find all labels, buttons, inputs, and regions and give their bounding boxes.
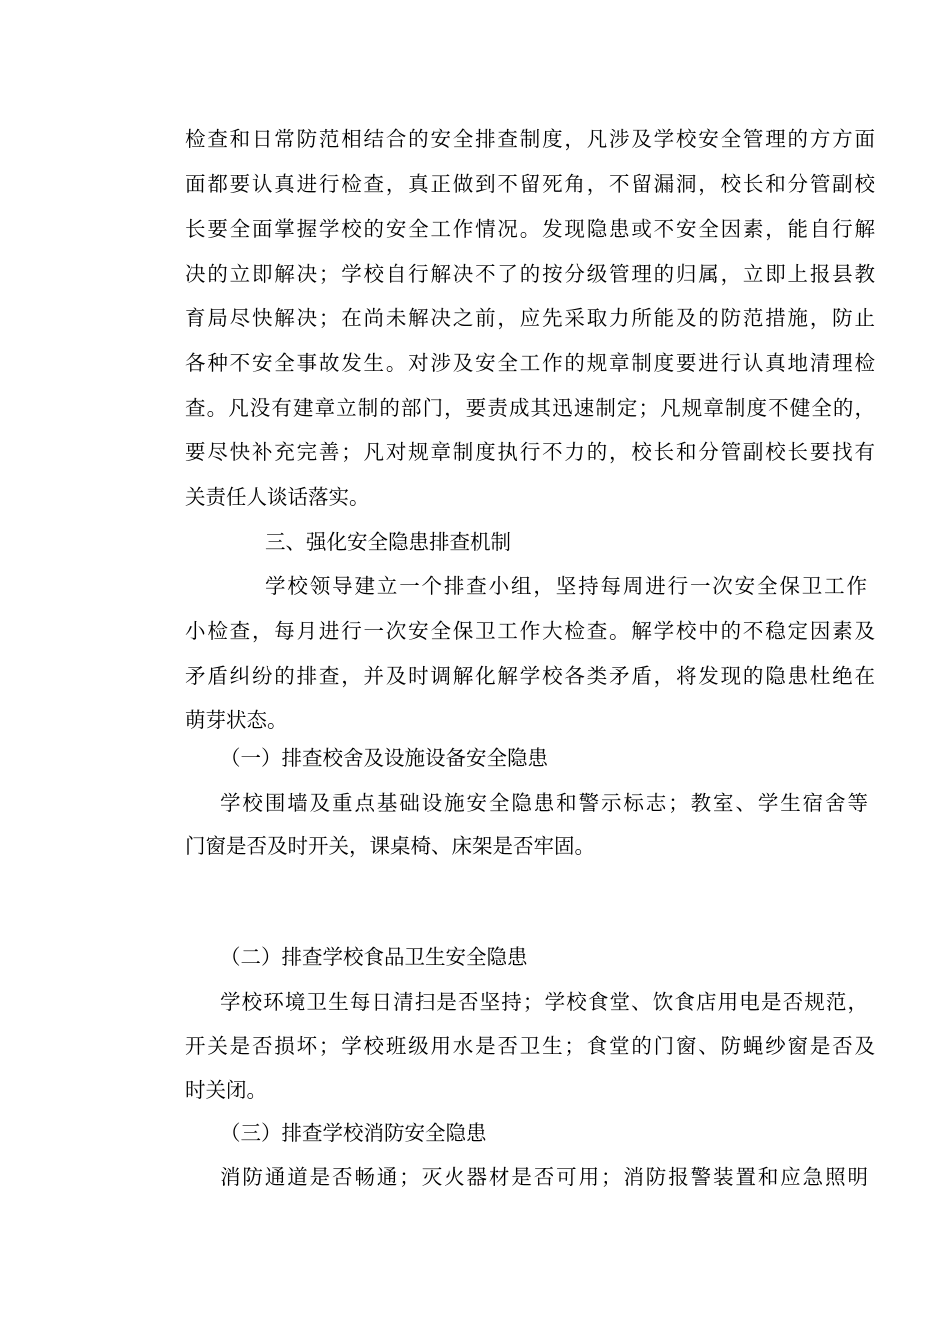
body-line: 育局尽快解决；在尚未解决之前，应先采取力所能及的防范措施，防止	[185, 306, 875, 330]
subsection-heading: （二）排查学校食品卫生安全隐患	[220, 945, 528, 969]
body-line: 开关是否损坏；学校班级用水是否卫生；食堂的门窗、防蝇纱窗是否及	[185, 1034, 875, 1058]
body-line: 学校环境卫生每日清扫是否坚持；学校食堂、饮食店用电是否规范，	[220, 990, 868, 1014]
body-line: 面都要认真进行检查，真正做到不留死角，不留漏洞，校长和分管副校	[185, 172, 875, 196]
body-line: 检查和日常防范相结合的安全排查制度，凡涉及学校安全管理的方方面	[185, 127, 875, 151]
subsection-heading: （一）排查校舍及设施设备安全隐患	[220, 746, 548, 770]
subsection-heading: （三）排查学校消防安全隐患	[220, 1121, 487, 1145]
body-line: 时关闭。	[185, 1078, 267, 1102]
body-line: 消防通道是否畅通；灭火器材是否可用；消防报警装置和应急照明	[220, 1165, 868, 1189]
body-line: 决的立即解决；学校自行解决不了的按分级管理的归属，立即上报县教	[185, 262, 875, 286]
body-line: 关责任人谈话落实。	[185, 485, 370, 509]
body-line: 查。凡没有建章立制的部门，要责成其迅速制定；凡规章制度不健全的，	[185, 396, 875, 420]
section-heading: 三、强化安全隐患排查机制	[265, 530, 511, 554]
body-line: 各种不安全事故发生。对涉及安全工作的规章制度要进行认真地清理检	[185, 351, 875, 375]
body-line: 萌芽状态。	[185, 708, 288, 732]
body-line: 学校领导建立一个排查小组，坚持每周进行一次安全保卫工作	[265, 574, 867, 598]
body-line: 矛盾纠纷的排查，并及时调解化解学校各类矛盾，将发现的隐患杜绝在	[185, 664, 875, 688]
body-line: 长要全面掌握学校的安全工作情况。发现隐患或不安全因素，能自行解	[185, 217, 875, 241]
body-line: 门窗是否及时开关，课桌椅、床架是否牢固。	[185, 834, 595, 858]
body-line: 要尽快补充完善；凡对规章制度执行不力的，校长和分管副校长要找有	[185, 440, 875, 464]
body-line: 小检查，每月进行一次安全保卫工作大检查。解学校中的不稳定因素及	[185, 619, 875, 643]
body-line: 学校围墙及重点基础设施安全隐患和警示标志；教室、学生宿舍等	[220, 791, 868, 815]
